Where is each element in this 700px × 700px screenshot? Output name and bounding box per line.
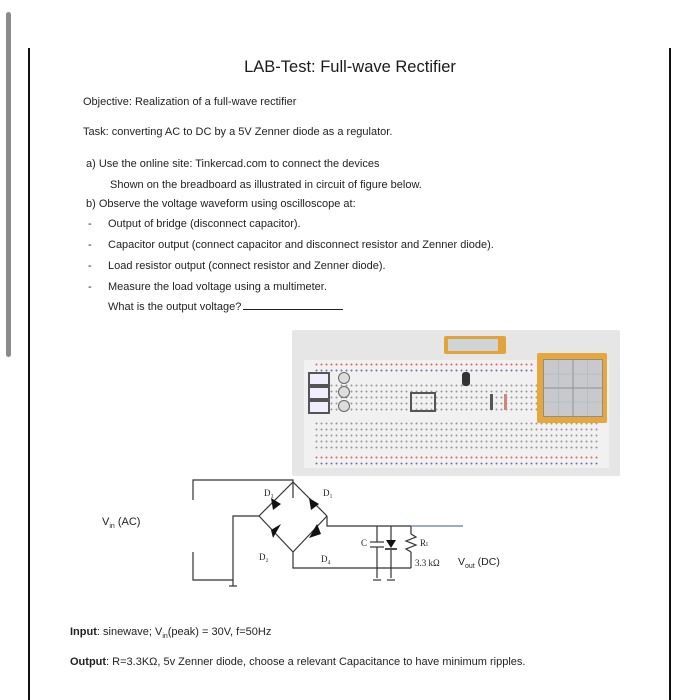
input-spec: Input: sinewave; $V_{in}(peak) = 30V$, f=50Hz <box>70 626 272 641</box>
d3-label: D₃ <box>264 488 274 498</box>
bullet-3: Load resistor output (connect resistor and Zenner diode). <box>108 260 386 272</box>
d2-label: D₂ <box>259 552 269 562</box>
capacitor-component <box>462 372 470 386</box>
page-border-right <box>669 48 671 700</box>
component-block <box>308 386 330 400</box>
bridge-rectifier-component <box>410 392 436 412</box>
bullet-4: Measure the load voltage using a multimeter. <box>108 281 327 293</box>
bullet-marker: - <box>88 260 92 272</box>
d1-label: D₁ <box>323 488 333 498</box>
component-circle <box>338 372 350 384</box>
oscilloscope-screen <box>543 359 603 417</box>
resistance-value: 3.3 kΩ <box>415 558 440 568</box>
breadboard-image <box>292 330 620 476</box>
component-block <box>308 400 330 414</box>
rectifier-schematic <box>95 468 535 598</box>
bullet-marker: - <box>88 239 92 251</box>
output-spec: Output: R=3.3KΩ, 5v Zenner diode, choose a relevant Capacitance to have minimum ripples. <box>70 656 526 668</box>
page-title: LAB-Test: Full-wave Rectifier <box>244 58 456 76</box>
bullet-2: Capacitor output (connect capacitor and disconnect resistor and Zenner diode). <box>108 239 494 251</box>
page-border-left <box>28 48 30 700</box>
answer-blank <box>243 300 343 310</box>
capacitor-label: C <box>361 538 368 548</box>
component-circle <box>338 400 350 412</box>
task-text: Task: converting AC to DC by a 5V Zenner diode as a regulator. <box>83 126 393 138</box>
step-b-text: b) Observe the voltage waveform using oscilloscope at: <box>86 198 356 210</box>
bullet-marker: - <box>88 218 92 230</box>
vout-label: $V_{out}$ (DC) <box>458 556 500 571</box>
multimeter <box>444 336 506 354</box>
question-label: What is the output voltage? <box>108 301 242 313</box>
d4-label: D₄ <box>321 554 331 564</box>
step-a-line1: a) Use the online site: Tinkercad.com to connect the devices <box>86 158 380 170</box>
component-circle <box>338 386 350 398</box>
component-block <box>308 372 330 386</box>
step-a-line2: Shown on the breadboard as illustrated in circuit of figure below. <box>110 179 422 191</box>
zener-component <box>490 394 493 410</box>
resistor-label: Rₗ <box>420 538 429 548</box>
bullet-marker: - <box>88 281 92 293</box>
multimeter-display <box>448 339 498 351</box>
question-text <box>108 300 343 313</box>
objective-text: Objective: Realization of a full-wave rectifier <box>83 96 297 108</box>
oscilloscope <box>537 353 607 423</box>
resistor-component <box>504 394 507 410</box>
bullet-1: Output of bridge (disconnect capacitor). <box>108 218 301 230</box>
vin-label: $V_{in}$ (AC) <box>102 516 141 531</box>
